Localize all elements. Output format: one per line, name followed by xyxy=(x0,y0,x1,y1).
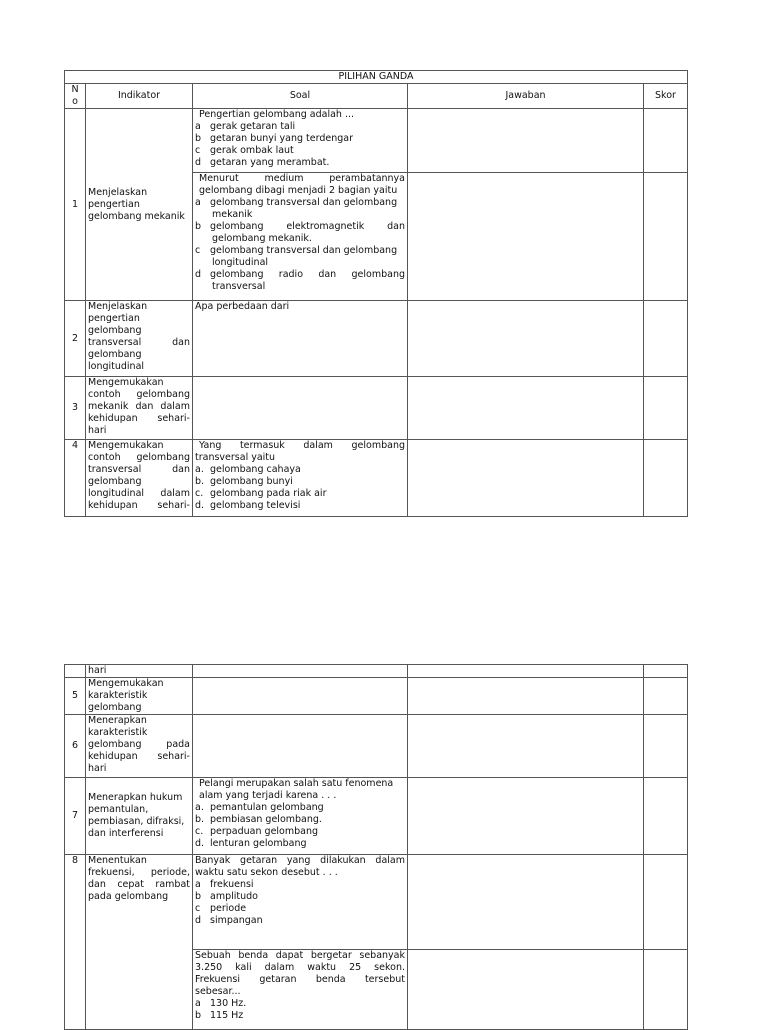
answer-option: c gelombang transversal dan gelombang xyxy=(195,245,398,256)
answer-option: b. gelombang bunyi xyxy=(195,476,293,487)
jawaban-cell xyxy=(408,715,644,778)
table-row xyxy=(65,665,688,678)
question-text: Sebuah benda dapat bergetar sebanyak xyxy=(195,950,405,961)
soal-cell xyxy=(193,778,408,855)
answer-option-cont: mekanik xyxy=(212,209,253,220)
answer-option: b. pembiasan gelombang. xyxy=(195,814,322,825)
jawaban-cell xyxy=(408,173,644,301)
jawaban-cell xyxy=(408,301,644,377)
header-skor: Skor xyxy=(644,84,688,109)
jawaban-cell xyxy=(408,109,644,173)
skor-cell xyxy=(644,778,688,855)
question-text: transversal yaitu xyxy=(195,452,276,463)
multiple-choice-table-part2 xyxy=(64,664,688,1030)
question-text: Menurut medium perambatannya xyxy=(199,173,405,184)
jawaban-cell xyxy=(408,440,644,517)
indikator-cell: hari xyxy=(86,665,193,678)
answer-option: a 130 Hz. xyxy=(195,998,247,1009)
indikator-cell: Menjelaskan pengertian gelombang transversal dan gelombang longitudinal xyxy=(86,301,193,377)
answer-option: d simpangan xyxy=(195,915,263,926)
jawaban-cell xyxy=(408,950,644,1030)
answer-option-cont: gelombang mekanik. xyxy=(212,233,312,244)
jawaban-cell xyxy=(408,855,644,950)
indikator-cell: Menerapkan hukum pemantulan, pembiasan, difraksi, dan interferensi xyxy=(86,778,193,855)
soal-cell xyxy=(193,109,408,173)
indikator-cell: Mengemukakan contoh gelombang transversal dan gelombang longitudinal dalam kehidupan sehari- xyxy=(86,440,193,517)
answer-option: d. lenturan gelombang xyxy=(195,838,307,849)
answer-option: b gelombang elektromagnetik dan xyxy=(195,221,405,232)
header-indikator: Indikator xyxy=(86,84,193,109)
soal-cell xyxy=(193,173,408,301)
table-row xyxy=(65,377,688,440)
table-row xyxy=(65,301,688,377)
indikator-cell: Menentukan frekuensi, periode, dan cepat rambat pada gelombang xyxy=(86,855,193,1030)
soal-cell xyxy=(193,950,408,1030)
table-row xyxy=(65,678,688,715)
row-number: 3 xyxy=(65,377,86,440)
jawaban-cell xyxy=(408,665,644,678)
question-text: waktu satu sekon desebut . . . xyxy=(195,867,338,878)
answer-option: a gerak getaran tali xyxy=(195,121,296,132)
table-row xyxy=(65,440,688,517)
answer-option: c periode xyxy=(195,903,247,914)
question-text: Frekuensi getaran benda tersebut xyxy=(195,974,405,985)
question-text: 3.250 kali dalam waktu 25 sekon. xyxy=(195,962,405,973)
soal-cell xyxy=(193,715,408,778)
jawaban-cell xyxy=(408,377,644,440)
question-text: Apa perbedaan dari xyxy=(195,301,290,312)
skor-cell xyxy=(644,109,688,173)
row-number: 8 xyxy=(65,855,86,1030)
skor-cell xyxy=(644,173,688,301)
question-text: Pengertian gelombang adalah ... xyxy=(199,109,355,120)
header-soal: Soal xyxy=(193,84,408,109)
answer-option: b amplitudo xyxy=(195,891,258,902)
row-number: 2 xyxy=(65,301,86,377)
answer-option: a. gelombang cahaya xyxy=(195,464,301,475)
indikator-cell: Mengemukakan contoh gelombang mekanik dan dalam kehidupan sehari- hari xyxy=(86,377,193,440)
soal-cell xyxy=(193,440,408,517)
question-text: alam yang terjadi karena . . . xyxy=(199,790,337,801)
header-jawaban: Jawaban xyxy=(408,84,644,109)
question-text: sebesar... xyxy=(195,986,241,997)
jawaban-cell xyxy=(408,678,644,715)
answer-option: b getaran bunyi yang terdengar xyxy=(195,133,354,144)
table-row xyxy=(65,109,688,173)
table-row xyxy=(65,715,688,778)
answer-option: d gelombang radio dan gelombang xyxy=(195,269,405,280)
answer-option: b 115 Hz xyxy=(195,1010,244,1021)
answer-option: a. pemantulan gelombang xyxy=(195,802,324,813)
row-number: 4 xyxy=(65,440,86,517)
answer-option: c gerak ombak laut xyxy=(195,145,294,156)
question-text: gelombang dibagi menjadi 2 bagian yaitu xyxy=(199,185,398,196)
soal-cell xyxy=(193,377,408,440)
row-number xyxy=(65,665,86,678)
question-text: Yang termasuk dalam gelombang xyxy=(199,440,405,451)
skor-cell xyxy=(644,665,688,678)
answer-option: d getaran yang merambat. xyxy=(195,157,330,168)
jawaban-cell xyxy=(408,778,644,855)
answer-option: c. gelombang pada riak air xyxy=(195,488,327,499)
question-text: Pelangi merupakan salah satu fenomena xyxy=(199,778,394,789)
table-title: PILIHAN GANDA xyxy=(65,71,688,84)
answer-option-cont: longitudinal xyxy=(212,257,269,268)
answer-option: a frekuensi xyxy=(195,879,254,890)
question-text: Banyak getaran yang dilakukan dalam xyxy=(195,855,405,866)
table-row xyxy=(65,778,688,855)
soal-cell xyxy=(193,665,408,678)
skor-cell xyxy=(644,377,688,440)
indikator-cell: Menjelaskan pengertian gelombang mekanik xyxy=(86,109,193,301)
row-number: 5 xyxy=(65,678,86,715)
skor-cell xyxy=(644,301,688,377)
skor-cell xyxy=(644,950,688,1030)
indikator-cell: Menerapkan karakteristik gelombang pada kehidupan sehari- hari xyxy=(86,715,193,778)
soal-cell xyxy=(193,855,408,950)
answer-option: a gelombang transversal dan gelombang xyxy=(195,197,398,208)
answer-option: d. gelombang televisi xyxy=(195,500,301,511)
row-number: 7 xyxy=(65,778,86,855)
answer-option: c. perpaduan gelombang xyxy=(195,826,319,837)
table-row xyxy=(65,855,688,950)
answer-option-cont: transversal xyxy=(212,281,266,292)
skor-cell xyxy=(644,678,688,715)
skor-cell xyxy=(644,855,688,950)
skor-cell xyxy=(644,440,688,517)
soal-cell xyxy=(193,678,408,715)
row-number: 6 xyxy=(65,715,86,778)
skor-cell xyxy=(644,715,688,778)
soal-cell xyxy=(193,301,408,377)
indikator-cell: Mengemukakan karakteristik gelombang xyxy=(86,678,193,715)
header-no: N o xyxy=(65,84,86,109)
multiple-choice-table-part1 xyxy=(64,70,688,517)
row-number: 1 xyxy=(65,109,86,301)
